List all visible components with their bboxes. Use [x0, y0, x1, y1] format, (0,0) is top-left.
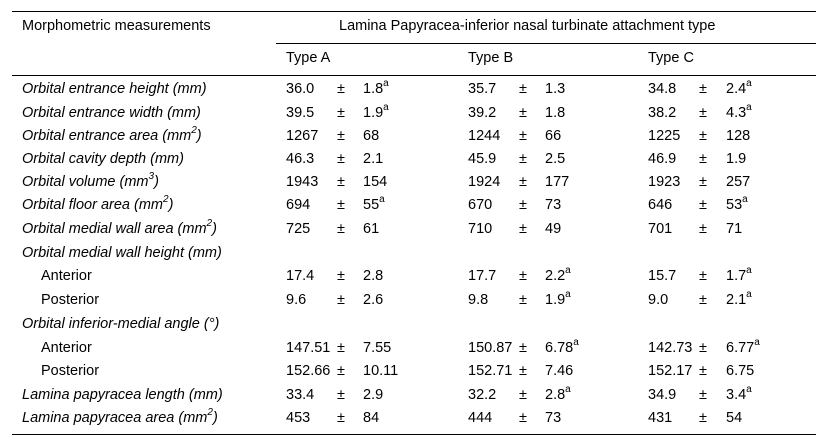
cell-mean: 36.0: [286, 81, 315, 97]
cell-sd-value: 2.9: [363, 387, 384, 403]
cell-mean: 725: [286, 221, 311, 237]
cell-sd: [545, 151, 565, 168]
plus-minus-sign: ±: [699, 340, 707, 356]
cell-sd-value: 84: [363, 410, 380, 426]
row-label-text: Orbital floor area (mm: [22, 197, 164, 213]
cell-sd-value: 177: [545, 174, 570, 190]
cell-mean: 38.2: [648, 105, 677, 121]
table-bottom-rule: [12, 434, 816, 435]
cell-sd-value: 53: [726, 197, 743, 213]
row-label-text: Posterior: [41, 363, 100, 379]
table-top-rule: [12, 11, 816, 12]
cell-mean: 15.7: [648, 268, 677, 284]
cell-sd: [363, 340, 391, 357]
significance-marker: a: [754, 337, 760, 349]
cell-sd: [545, 265, 571, 285]
type-c-header: Type C: [648, 50, 694, 66]
row-label-tail: ): [212, 410, 218, 426]
plus-minus-sign: ±: [337, 363, 345, 379]
cell-mean: 35.7: [468, 81, 497, 97]
cell-mean: 152.71: [468, 363, 513, 379]
significance-marker: a: [746, 78, 752, 90]
row-label: [22, 218, 217, 238]
row-label: [22, 194, 174, 214]
plus-minus-sign: ±: [699, 174, 707, 190]
plus-minus-sign: ±: [699, 105, 707, 121]
plus-minus-sign: ±: [699, 268, 707, 284]
row-label-tail: ): [168, 197, 174, 213]
cell-sd-value: 1.8: [545, 105, 566, 121]
row-label: [41, 292, 99, 309]
cell-sd-value: 2.4: [726, 81, 747, 97]
row-label-text: Orbital medial wall height (mm): [22, 245, 222, 261]
cell-mean: 17.4: [286, 268, 315, 284]
cell-sd-value: 7.55: [363, 340, 392, 356]
plus-minus-sign: ±: [699, 292, 707, 308]
cell-sd: [545, 363, 573, 380]
plus-minus-sign: ±: [337, 268, 345, 284]
cell-mean: 152.17: [648, 363, 693, 379]
row-label-superscript: 2: [207, 407, 213, 419]
cell-sd: [726, 174, 750, 191]
significance-marker: a: [565, 289, 571, 301]
cell-sd-value: 66: [545, 128, 562, 144]
cell-sd-value: 54: [726, 410, 743, 426]
cell-mean: 33.4: [286, 387, 315, 403]
row-label-text: Anterior: [41, 340, 92, 356]
cell-sd: [726, 337, 760, 357]
cell-mean: 646: [648, 197, 673, 213]
cell-sd: [545, 128, 561, 145]
cell-sd: [545, 221, 561, 238]
cell-sd: [726, 128, 750, 145]
plus-minus-sign: ±: [699, 151, 707, 167]
plus-minus-sign: ±: [519, 292, 527, 308]
cell-mean: 45.9: [468, 151, 497, 167]
cell-mean: 17.7: [468, 268, 497, 284]
cell-sd: [545, 81, 565, 98]
cell-sd: [726, 102, 752, 122]
cell-sd: [363, 292, 383, 309]
cell-mean: 9.8: [468, 292, 489, 308]
cell-sd-value: 1.9: [363, 105, 384, 121]
group-column-header: Lamina Papyracea-inferior nasal turbinate attachment type: [339, 18, 716, 34]
cell-mean: 1244: [468, 128, 501, 144]
cell-sd-value: 2.2: [545, 268, 566, 284]
cell-mean: 1924: [468, 174, 501, 190]
group-header-rule: [276, 43, 816, 44]
plus-minus-sign: ±: [519, 81, 527, 97]
cell-sd-value: 6.75: [726, 363, 755, 379]
plus-minus-sign: ±: [519, 128, 527, 144]
row-label-text: Orbital entrance height (mm): [22, 81, 207, 97]
cell-sd-value: 2.5: [545, 151, 566, 167]
cell-mean: 34.8: [648, 81, 677, 97]
row-label: [41, 268, 92, 285]
row-label-text: Orbital medial wall area (mm: [22, 221, 207, 237]
plus-minus-sign: ±: [519, 197, 527, 213]
cell-sd: [363, 410, 379, 427]
cell-sd: [363, 194, 385, 214]
cell-sd: [545, 384, 571, 404]
cell-mean: 150.87: [468, 340, 513, 356]
cell-sd: [363, 128, 379, 145]
significance-marker: a: [746, 265, 752, 277]
cell-sd: [726, 410, 742, 427]
cell-sd: [726, 194, 748, 214]
cell-sd-value: 71: [726, 221, 743, 237]
cell-mean: 32.2: [468, 387, 497, 403]
row-label-tail: ): [212, 221, 217, 237]
plus-minus-sign: ±: [699, 221, 707, 237]
row-label: [22, 387, 223, 404]
cell-sd: [726, 384, 752, 404]
row-label: [22, 245, 222, 262]
significance-marker: a: [565, 384, 571, 396]
significance-marker: a: [746, 384, 752, 396]
cell-sd: [726, 265, 752, 285]
cell-sd: [726, 221, 742, 238]
cell-sd-value: 2.1: [726, 292, 747, 308]
cell-mean: 147.51: [286, 340, 331, 356]
cell-sd-value: 73: [545, 410, 562, 426]
row-label: [22, 125, 202, 145]
cell-mean: 39.5: [286, 105, 315, 121]
row-label-text: Orbital entrance area (mm: [22, 128, 192, 144]
plus-minus-sign: ±: [337, 81, 345, 97]
type-a-header: Type A: [286, 50, 331, 66]
cell-sd-value: 1.8: [363, 81, 384, 97]
plus-minus-sign: ±: [337, 174, 345, 190]
cell-mean: 670: [468, 197, 493, 213]
type-b-header: Type B: [468, 50, 514, 66]
cell-mean: 1923: [648, 174, 681, 190]
plus-minus-sign: ±: [519, 221, 527, 237]
plus-minus-sign: ±: [699, 128, 707, 144]
cell-sd: [545, 289, 571, 309]
significance-marker: a: [379, 194, 385, 206]
plus-minus-sign: ±: [337, 128, 345, 144]
row-label: [22, 316, 219, 333]
plus-minus-sign: ±: [519, 174, 527, 190]
cell-sd-value: 61: [363, 221, 380, 237]
significance-marker: a: [383, 102, 389, 114]
row-label-tail: ): [154, 174, 159, 190]
plus-minus-sign: ±: [519, 151, 527, 167]
cell-sd: [726, 289, 752, 309]
plus-minus-sign: ±: [699, 387, 707, 403]
plus-minus-sign: ±: [337, 387, 345, 403]
significance-marker: a: [383, 78, 389, 90]
cell-sd-value: 257: [726, 174, 751, 190]
cell-sd-value: 2.8: [545, 387, 566, 403]
plus-minus-sign: ±: [337, 221, 345, 237]
row-label-tail: ): [196, 128, 202, 144]
row-label-text: Orbital inferior-medial angle (°): [22, 316, 220, 332]
cell-mean: 710: [468, 221, 493, 237]
plus-minus-sign: ±: [699, 410, 707, 426]
row-label: [22, 171, 159, 191]
cell-sd: [545, 410, 561, 427]
cell-sd-value: 7.46: [545, 363, 574, 379]
row-label-text: Orbital entrance width (mm): [22, 105, 201, 121]
cell-sd: [545, 337, 579, 357]
plus-minus-sign: ±: [519, 363, 527, 379]
cell-sd: [363, 151, 383, 168]
cell-sd-value: 128: [726, 128, 751, 144]
cell-sd: [726, 151, 746, 168]
cell-sd: [545, 105, 565, 122]
plus-minus-sign: ±: [519, 340, 527, 356]
plus-minus-sign: ±: [699, 363, 707, 379]
plus-minus-sign: ±: [519, 410, 527, 426]
row-label: [41, 363, 99, 380]
cell-sd-value: 1.3: [545, 81, 566, 97]
plus-minus-sign: ±: [337, 151, 345, 167]
significance-marker: a: [565, 265, 571, 277]
significance-marker: a: [742, 194, 748, 206]
cell-mean: 39.2: [468, 105, 497, 121]
plus-minus-sign: ±: [337, 105, 345, 121]
cell-sd: [726, 363, 754, 380]
cell-mean: 46.9: [648, 151, 677, 167]
cell-mean: 701: [648, 221, 673, 237]
cell-sd-value: 55: [363, 197, 380, 213]
row-label-superscript: 2: [163, 194, 169, 206]
significance-marker: a: [573, 337, 579, 349]
cell-mean: 142.73: [648, 340, 693, 356]
cell-sd-value: 10.11: [363, 363, 399, 379]
cell-sd: [363, 221, 379, 238]
cell-mean: 694: [286, 197, 311, 213]
row-label-text: Lamina papyracea area (mm: [22, 410, 208, 426]
plus-minus-sign: ±: [519, 387, 527, 403]
cell-mean: 46.3: [286, 151, 315, 167]
cell-sd-value: 6.78: [545, 340, 574, 356]
significance-marker: a: [746, 289, 752, 301]
cell-mean: 152.66: [286, 363, 331, 379]
plus-minus-sign: ±: [337, 340, 345, 356]
cell-sd-value: 2.8: [363, 268, 384, 284]
row-label: [22, 151, 184, 168]
cell-sd-value: 2.1: [363, 151, 384, 167]
cell-mean: 34.9: [648, 387, 677, 403]
row-label-superscript: 3: [148, 171, 155, 183]
cell-sd-value: 3.4: [726, 387, 747, 403]
cell-mean: 9.0: [648, 292, 669, 308]
plus-minus-sign: ±: [337, 197, 345, 213]
significance-marker: a: [746, 102, 752, 114]
cell-sd: [363, 363, 398, 380]
header-bottom-rule: [12, 75, 816, 76]
cell-mean: 431: [648, 410, 673, 426]
cell-sd-value: 4.3: [726, 105, 747, 121]
row-label-text: Orbital cavity depth (mm): [22, 151, 184, 167]
cell-sd-value: 6.77: [726, 340, 755, 356]
row-label: [22, 407, 218, 427]
row-label-text: Anterior: [41, 268, 92, 284]
plus-minus-sign: ±: [337, 410, 345, 426]
first-column-header: Morphometric measurements: [22, 18, 211, 34]
cell-mean: 9.6: [286, 292, 307, 308]
cell-mean: 1225: [648, 128, 681, 144]
cell-sd: [363, 174, 387, 191]
cell-mean: 444: [468, 410, 493, 426]
row-label: [22, 81, 207, 98]
cell-mean: 1267: [286, 128, 319, 144]
row-label-superscript: 2: [191, 125, 197, 137]
cell-sd-value: 49: [545, 221, 562, 237]
row-label-text: Posterior: [41, 292, 100, 308]
cell-sd: [363, 78, 389, 98]
cell-sd-value: 68: [363, 128, 380, 144]
cell-sd-value: 1.9: [726, 151, 747, 167]
row-label-text: Lamina papyracea length (mm): [22, 387, 223, 403]
cell-sd: [545, 197, 561, 214]
row-label: [22, 105, 201, 122]
row-label-text: Orbital volume (mm: [22, 174, 149, 190]
cell-sd: [726, 78, 752, 98]
plus-minus-sign: ±: [337, 292, 345, 308]
row-label: [41, 340, 92, 357]
cell-sd-value: 2.6: [363, 292, 384, 308]
cell-mean: 453: [286, 410, 311, 426]
cell-sd-value: 1.9: [545, 292, 566, 308]
cell-sd-value: 1.7: [726, 268, 747, 284]
plus-minus-sign: ±: [699, 81, 707, 97]
cell-sd: [363, 102, 389, 122]
cell-mean: 1943: [286, 174, 319, 190]
cell-sd: [545, 174, 569, 191]
plus-minus-sign: ±: [519, 105, 527, 121]
cell-sd: [363, 268, 383, 285]
row-label-superscript: 2: [206, 218, 213, 230]
cell-sd-value: 154: [363, 174, 388, 190]
plus-minus-sign: ±: [519, 268, 527, 284]
cell-sd-value: 73: [545, 197, 562, 213]
cell-sd: [363, 387, 383, 404]
plus-minus-sign: ±: [699, 197, 707, 213]
